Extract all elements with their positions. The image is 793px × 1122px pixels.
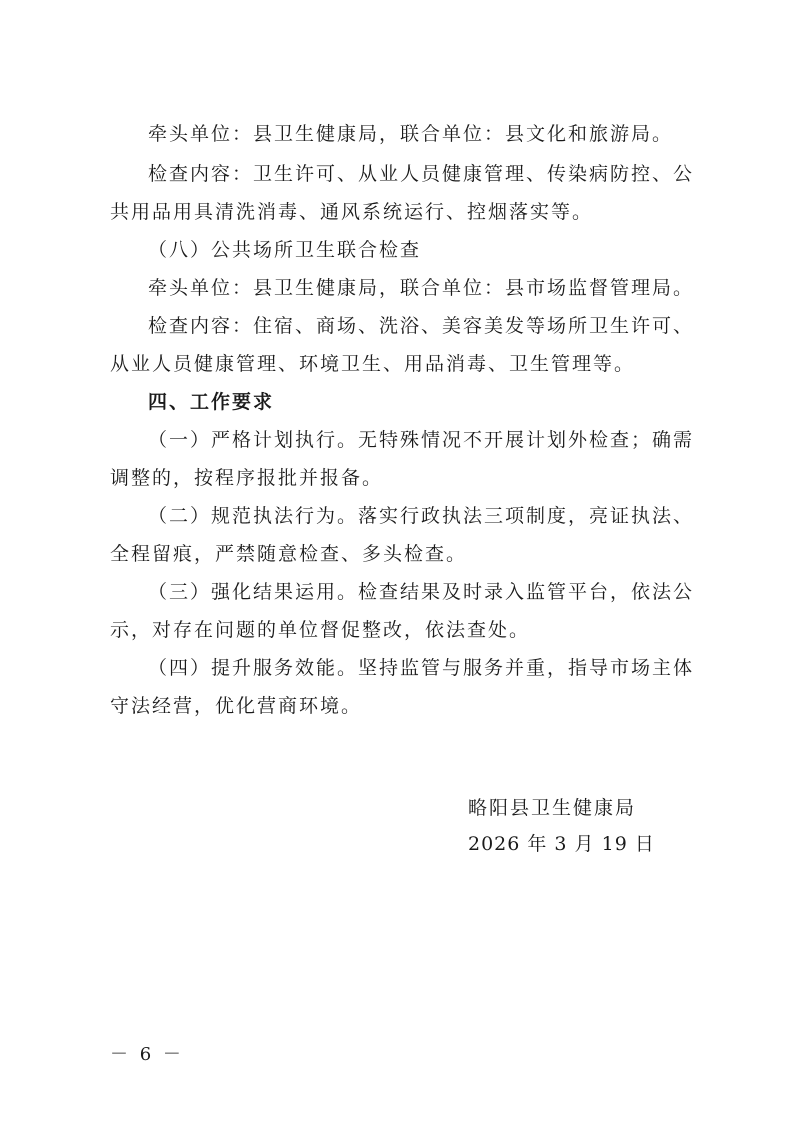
paragraph-line: （一）严格计划执行。无特殊情况不开展计划外检查；确需 — [148, 429, 695, 451]
paragraph-line: 示，对存在问题的单位督促整改，依法查处。 — [110, 619, 531, 641]
paragraph-line: （四）提升服务效能。坚持监管与服务并重，指导市场主体 — [148, 657, 695, 679]
paragraph-line: 共用品用具清洗消毒、通风系统运行、控烟落实等。 — [110, 201, 594, 223]
paragraph-line: 检查内容：住宿、商场、洗浴、美容美发等场所卫生许可、 — [148, 315, 695, 337]
paragraph-line: 检查内容：卫生许可、从业人员健康管理、传染病防控、公 — [148, 163, 695, 185]
signature-date: 2026 年 3 月 19 日 — [468, 833, 655, 855]
paragraph-line: 守法经营，优化营商环境。 — [110, 695, 363, 717]
paragraph-line: 调整的，按程序报批并报备。 — [110, 467, 384, 489]
paragraph-line: （三）强化结果运用。检查结果及时录入监管平台，依法公 — [148, 581, 695, 603]
paragraph-line: 全程留痕，严禁随意检查、多头检查。 — [110, 543, 468, 565]
page-number: － 6 － — [110, 1044, 184, 1065]
paragraph-line: 牵头单位：县卫生健康局，联合单位：县文化和旅游局。 — [148, 123, 674, 145]
paragraph-line: （二）规范执法行为。落实行政执法三项制度，亮证执法、 — [148, 505, 695, 527]
chapter-heading: 四、工作要求 — [148, 391, 275, 413]
paragraph-line: 从业人员健康管理、环境卫生、用品消毒、卫生管理等。 — [110, 353, 636, 375]
paragraph-line: 牵头单位：县卫生健康局，联合单位：县市场监督管理局。 — [148, 277, 695, 299]
section-heading: （八）公共场所卫生联合检查 — [148, 239, 422, 261]
signature-organization: 略阳县卫生健康局 — [468, 797, 637, 819]
